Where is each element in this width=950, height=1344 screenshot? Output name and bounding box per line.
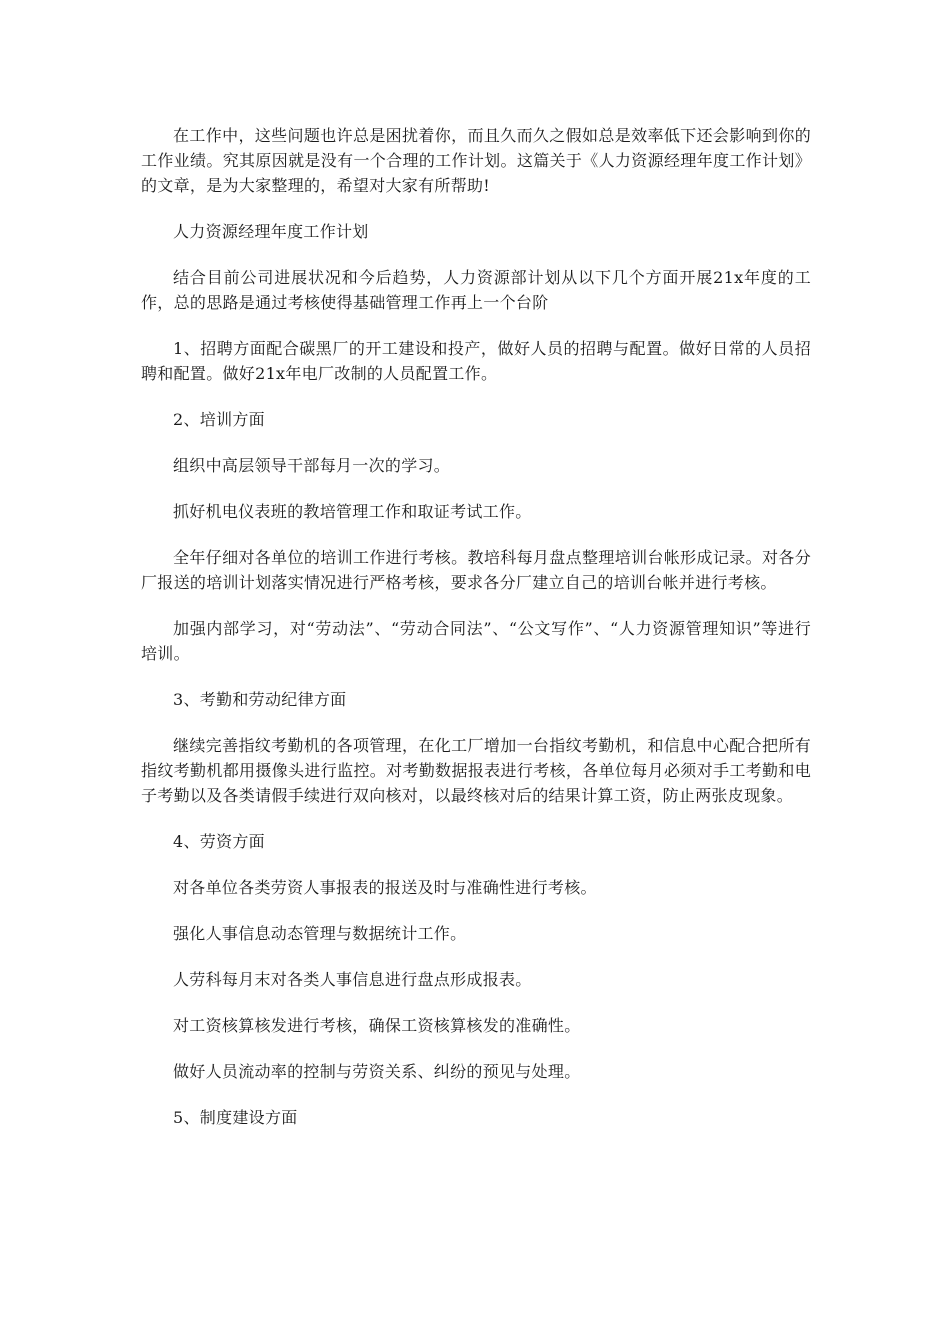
- attendance-paragraph: 继续完善指纹考勤机的各项管理，在化工厂增加一台指纹考勤机，和信息中心配合把所有指纹考勤机都用摄像头进行监控。对考勤数据报表进行考核，各单位每月必须对手工考勤和电子考勤以及各类请假手续进行双向核对，以最终核对后的结果计算工资，防止两张皮现象。: [141, 736, 811, 805]
- training-item: 加强内部学习，对“劳动法”、“劳动合同法”、“公文写作”、“人力资源管理知识”等进行培训。: [141, 619, 811, 663]
- payroll-item: 人劳科每月末对各类人事信息进行盘点形成报表。: [173, 970, 532, 989]
- payroll-item: 强化人事信息动态管理与数据统计工作。: [173, 924, 467, 943]
- training-item: 组织中高层领导干部每月一次的学习。: [173, 456, 451, 475]
- training-heading: 2、培训方面: [173, 410, 265, 429]
- policy-heading: 5、制度建设方面: [173, 1108, 298, 1127]
- attendance-heading: 3、考勤和劳动纪律方面: [173, 690, 347, 709]
- payroll-item: 对工资核算核发进行考核，确保工资核算核发的准确性。: [173, 1016, 581, 1035]
- payroll-item: 做好人员流动率的控制与劳资关系、纠纷的预见与处理。: [173, 1062, 581, 1081]
- intro-paragraph: 在工作中，这些问题也许总是困扰着你，而且久而久之假如总是效率低下还会影响到你的工作业绩。究其原因就是没有一个合理的工作计划。这篇关于《人力资源经理年度工作计划》的文章，是为大家整理的，希望对大家有所帮助!: [141, 126, 811, 195]
- recruitment-paragraph: 1、招聘方面配合碳黑厂的开工建设和投产，做好人员的招聘与配置。做好日常的人员招聘和配置。做好21x年电厂改制的人员配置工作。: [141, 339, 811, 383]
- document-body: [141, 123, 811, 1151]
- training-item: 全年仔细对各单位的培训工作进行考核。教培科每月盘点整理培训台帐形成记录。对各分厂报送的培训计划落实情况进行严格考核，要求各分厂建立自己的培训台帐并进行考核。: [141, 548, 811, 592]
- overview-paragraph: 结合目前公司进展状况和今后趋势，人力资源部计划从以下几个方面开展21x年度的工作，总的思路是通过考核使得基础管理工作再上一个台阶: [141, 268, 811, 312]
- payroll-heading: 4、劳资方面: [173, 832, 265, 851]
- document-title: 人力资源经理年度工作计划: [173, 222, 369, 241]
- payroll-item: 对各单位各类劳资人事报表的报送及时与准确性进行考核。: [173, 878, 597, 897]
- training-item: 抓好机电仪表班的教培管理工作和取证考试工作。: [173, 502, 532, 521]
